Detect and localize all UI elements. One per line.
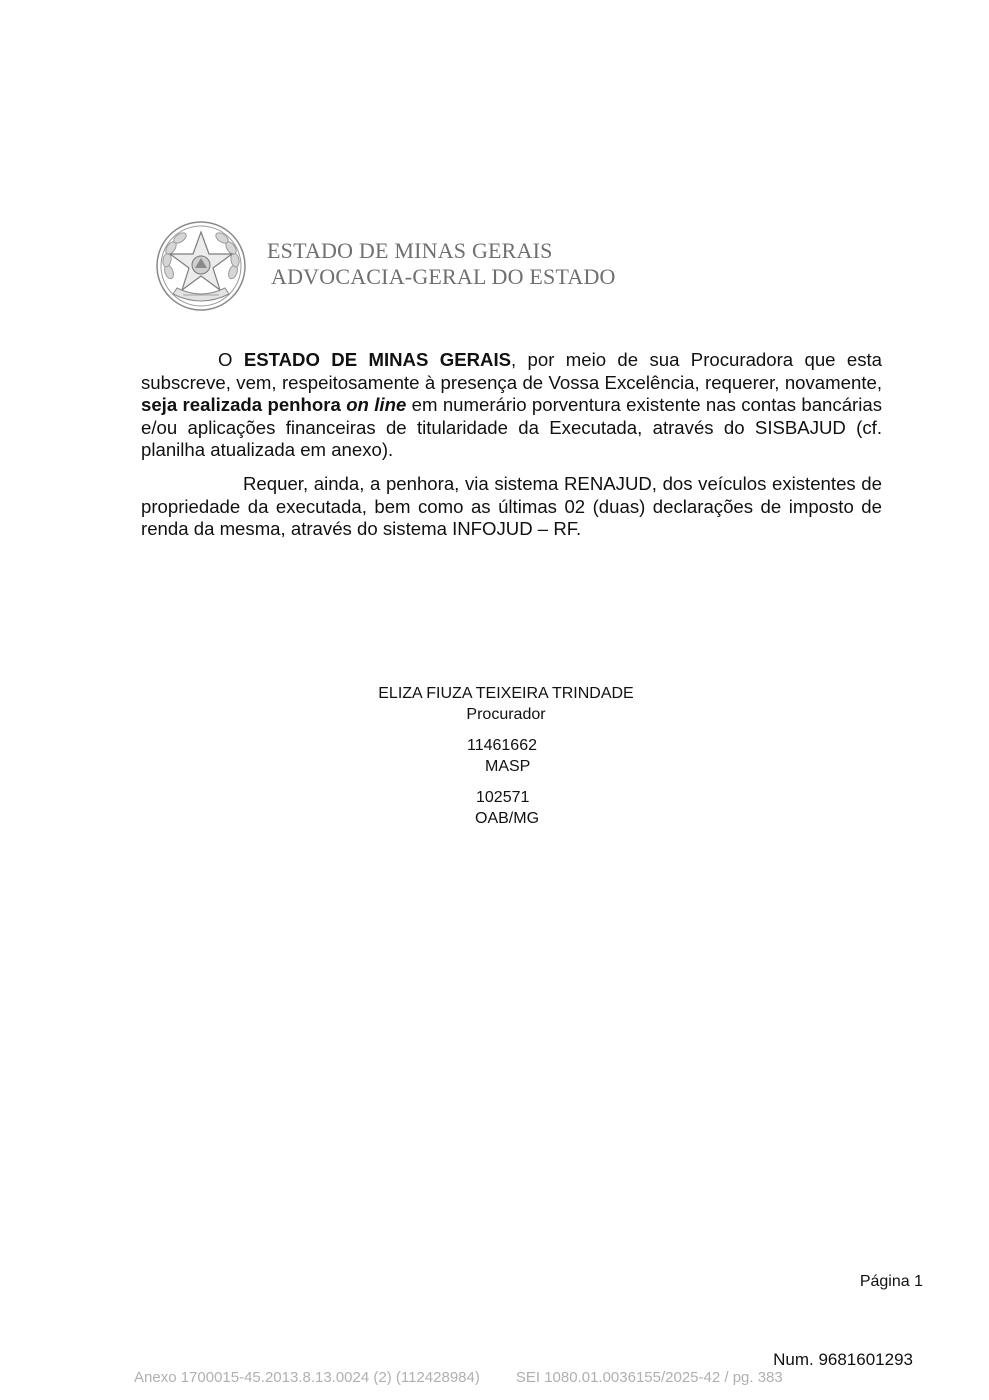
annex-footer: [134, 1369, 783, 1386]
letterhead: [155, 220, 675, 312]
p2-text: Requer, ainda, a penhora, via sistema RENAJUD, dos veículos existentes de propriedade da executada, bem como as últimas 02 (duas) declarações de imposto de renda da mesma, através do sistema INFOJUD – RF.: [141, 472, 882, 540]
signer-name: ELIZA FIUZA TEIXEIRA TRINDADE: [378, 685, 634, 702]
sei-reference: SEI 1080.01.0036155/2025-42 / pg. 383: [515, 1369, 783, 1386]
letterhead-title: [267, 238, 616, 290]
signature-block: [300, 683, 712, 829]
oab-number-line: [300, 787, 712, 808]
document-number: Num. 9681601293: [773, 1350, 913, 1369]
p1-penhora-bold: seja realizada penhora: [141, 394, 347, 416]
oab-number: 102571: [476, 789, 530, 806]
paragraph-request-penhora: [141, 349, 882, 462]
p1-state-name-bold: ESTADO DE MINAS GERAIS: [243, 349, 512, 370]
oab-label-line: [300, 808, 712, 829]
agency-name: ADVOCACIA-GERAL DO ESTADO: [271, 264, 616, 289]
signer-role: Procurador: [466, 706, 546, 723]
p1-text-start: O: [218, 349, 244, 370]
masp-number: 11461662: [467, 737, 537, 754]
page-number: Página 1: [859, 1273, 923, 1290]
p1-online-bold-italic: on line: [346, 394, 407, 416]
masp-number-line: [300, 735, 712, 756]
petition-body: [141, 349, 882, 552]
masp-label: MASP: [485, 758, 531, 775]
coat-of-arms-seal-icon: [155, 220, 247, 312]
oab-label: OAB/MG: [475, 810, 540, 827]
paragraph-renajud-infojud: [141, 473, 882, 541]
state-name: ESTADO DE MINAS GERAIS: [267, 238, 553, 263]
p1-text-end: em numerário porventura existente nas contas bancárias e/ou aplicações financeiras de titularidade da Executada, através do SISBAJUD (cf. planilha atualizada em anexo).: [141, 394, 882, 461]
p1-text-middle: , por meio de sua Procuradora que esta subscreve, vem, respeitosamente à presença de Vossa Excelência, requerer, novamente,: [141, 349, 882, 393]
masp-label-line: [300, 756, 712, 777]
annex-reference: Anexo 1700015-45.2013.8.13.0024 (2) (112428984): [134, 1369, 480, 1386]
